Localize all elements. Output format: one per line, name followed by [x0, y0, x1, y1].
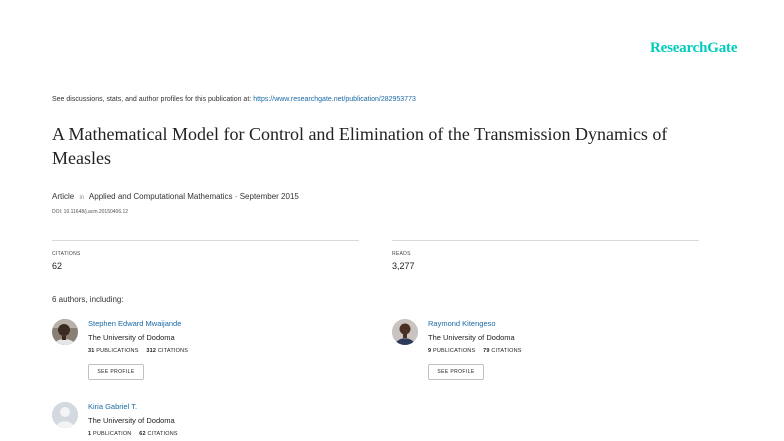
avatar[interactable] — [392, 319, 418, 345]
publications-count: 1 — [88, 431, 92, 437]
author-citations-count: 62 — [139, 431, 146, 437]
author-institution: The University of Dodoma — [88, 333, 175, 342]
publication-intro — [52, 96, 416, 103]
article-title[interactable]: A Mathematical Model for Control and Elimination of the Transmission Dynamics of Measles — [52, 124, 668, 168]
journal-name[interactable]: Applied and Computational Mathematics — [88, 192, 233, 201]
citations-count: 62 — [52, 261, 63, 271]
author-stats — [88, 431, 178, 437]
author-name[interactable]: Kiria Gabriel T. — [88, 402, 138, 411]
avatar[interactable] — [52, 319, 78, 345]
citations-label: CITATIONS — [52, 251, 81, 257]
author-stats — [88, 348, 188, 354]
author-citations-label: CITATIONS — [491, 348, 522, 354]
article-type: Article — [52, 192, 75, 201]
publication-date: September 2015 — [239, 192, 299, 201]
author-citations-count: 79 — [483, 348, 490, 354]
publications-label: PUBLICATIONS — [96, 348, 139, 354]
author-institution: The University of Dodoma — [428, 333, 515, 342]
avatar-placeholder-icon[interactable] — [52, 402, 78, 428]
intro-text: See discussions, stats, and author profiles for this publication at: — [52, 96, 252, 103]
reads-label: READS — [392, 251, 411, 257]
author-stats — [428, 348, 522, 354]
divider-reads — [392, 240, 699, 241]
see-profile-button[interactable]: SEE PROFILE — [428, 364, 484, 380]
doi: DOI: 10.11648/j.acm.20150406.12 — [52, 209, 129, 215]
authors-heading: 6 authors, including: — [52, 295, 124, 304]
publications-label: PUBLICATION — [93, 431, 132, 437]
date-separator: · — [234, 192, 238, 201]
publication-link[interactable]: https://www.researchgate.net/publication/282953773 — [253, 96, 416, 103]
author-institution: The University of Dodoma — [88, 416, 175, 425]
publications-count: 9 — [428, 348, 432, 354]
author-citations-label: CITATIONS — [147, 431, 178, 437]
author-name[interactable]: Stephen Edward Mwaijande — [88, 319, 182, 328]
researchgate-logo[interactable]: ResearchGate — [650, 40, 738, 56]
divider-citations — [52, 240, 359, 241]
publications-count: 31 — [88, 348, 95, 354]
publications-label: PUBLICATIONS — [433, 348, 476, 354]
see-profile-button[interactable]: SEE PROFILE — [88, 364, 144, 380]
in-label: in — [79, 195, 85, 201]
reads-count: 3,277 — [392, 261, 415, 271]
author-name[interactable]: Raymond Kitengeso — [428, 319, 496, 328]
author-citations-label: CITATIONS — [157, 348, 189, 354]
author-citations-count: 312 — [146, 348, 157, 354]
article-meta — [52, 192, 299, 201]
